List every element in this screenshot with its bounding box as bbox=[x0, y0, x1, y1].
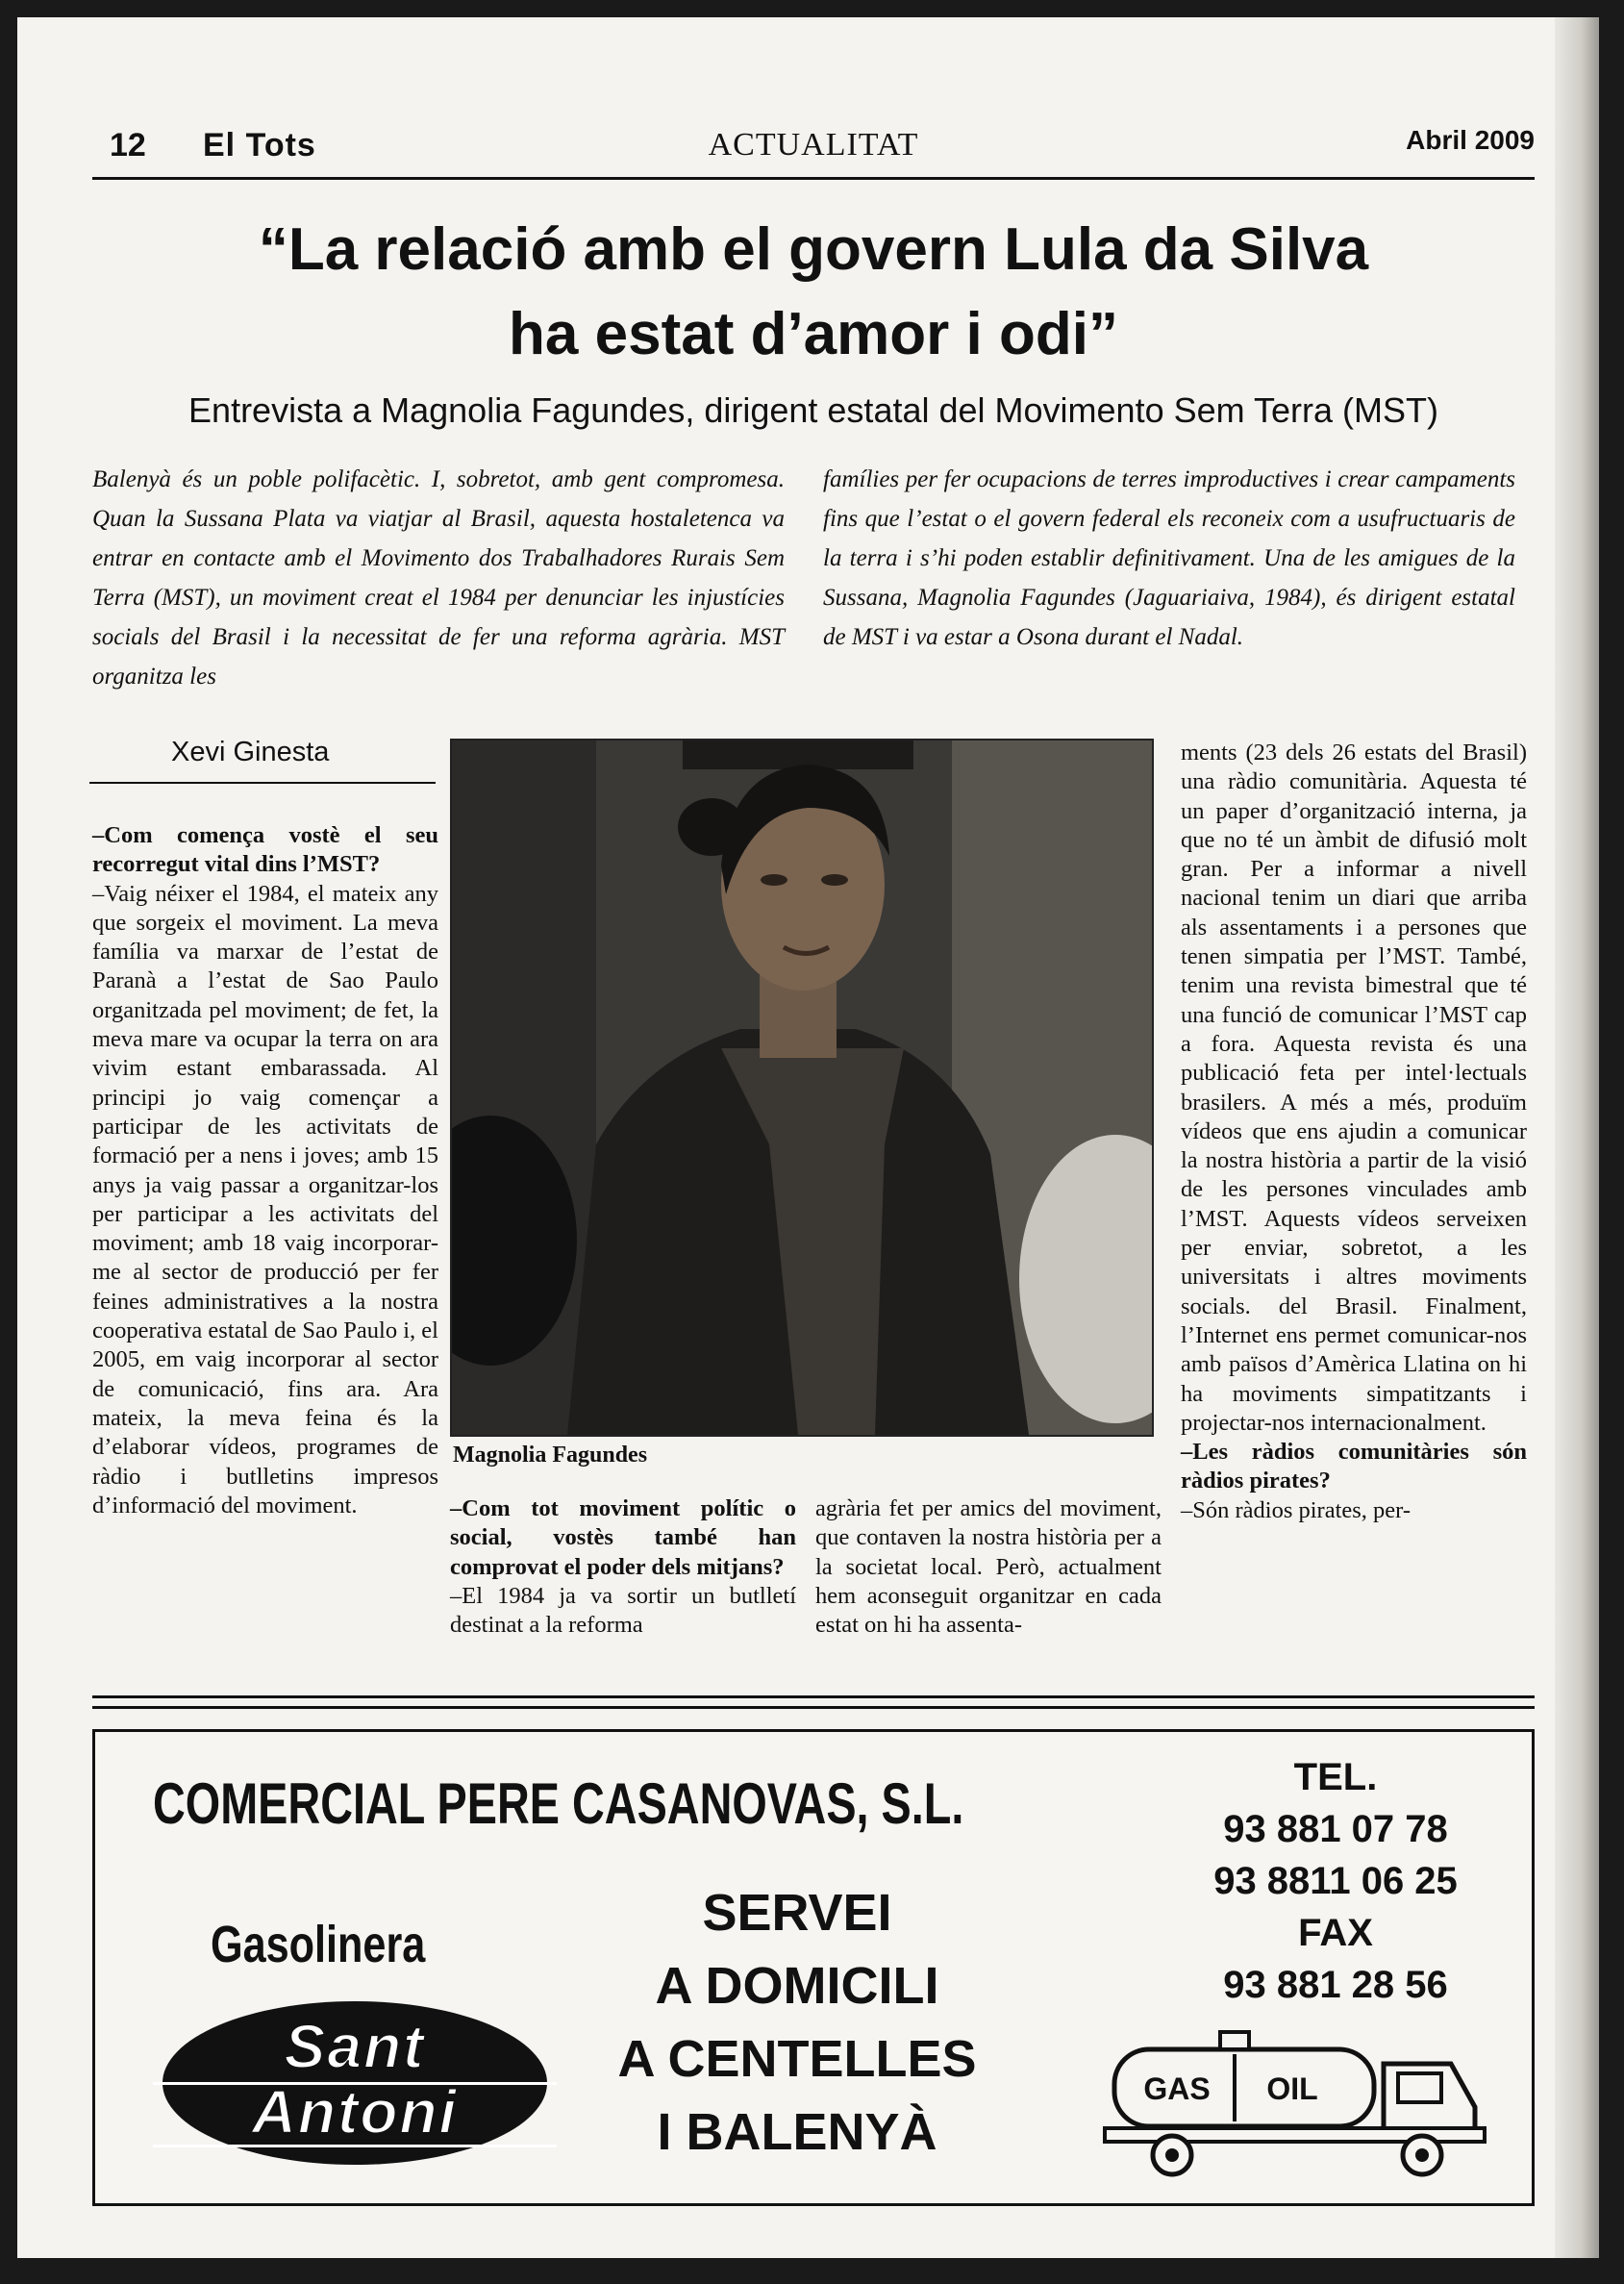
intro-paragraph-right: famílies per fer ocupacions de terres improductives i crear campaments fins que l’estat o el govern federal els reconeix com a usufructuaris de la terra i s’hi poden establir definitivament. Una de les amigues de la Sussana, Magnolia Fagundes (Jaguariaiva, 1984), és dirigent estatal de MST i va estar a Osona durant el Nadal. bbox=[823, 466, 1515, 650]
service-line2: A DOMICILI bbox=[655, 1957, 939, 2015]
issue-date: Abril 2009 bbox=[1406, 125, 1535, 155]
advertisement bbox=[92, 1729, 1535, 2206]
tanker-truck-icon bbox=[1095, 2020, 1499, 2184]
page-header bbox=[92, 113, 1535, 180]
intro-paragraph-left: Balenyà és un poble polifacètic. I, sobretot, amb gent compromesa. Quan la Sussana Plata va viatjar al Brasil, aquesta hostaletenca va entrar en contacte amb el Movimento dos Trabalhadores Rurais Sem Terra (MST), un moviment creat el 1984 per denunciar les injustícies socials del Brasil i la necessitat de fer una reforma agrària. MST organitza les bbox=[92, 466, 785, 690]
newspaper-page bbox=[17, 17, 1599, 2258]
ad-gas-station-label: Gasolinera bbox=[211, 1916, 426, 1973]
question-3: –Les ràdios comunitàries són ràdios pirates? bbox=[1181, 1439, 1527, 1494]
article-title bbox=[92, 208, 1535, 377]
fax-number: 93 881 28 56 bbox=[1223, 1964, 1448, 2006]
author-byline: Xevi Ginesta bbox=[171, 737, 330, 767]
answer-3: –Són ràdios pirates, per- bbox=[1181, 1496, 1412, 1523]
column-2 bbox=[450, 1494, 796, 1640]
truck-label-gas: GAS bbox=[1143, 2071, 1211, 2106]
fax-label: FAX bbox=[1298, 1912, 1373, 1954]
article-end-rule bbox=[92, 1695, 1535, 1709]
article-title-line1: “La relació amb el govern Lula da Silva bbox=[258, 216, 1369, 283]
page-edge bbox=[1555, 17, 1599, 2258]
page-number: 12 bbox=[110, 127, 146, 163]
article-subtitle: Entrevista a Magnolia Fagundes, dirigent estatal del Movimento Sem Terra (MST) bbox=[188, 390, 1438, 430]
ad-contact bbox=[1153, 1751, 1518, 2011]
column-1 bbox=[92, 821, 438, 1520]
portrait-illustration bbox=[452, 740, 1152, 1435]
service-line1: SERVEI bbox=[702, 1884, 892, 1942]
question-1: –Com comença vostè el seu recorregut vital dins l’MST? bbox=[92, 822, 438, 878]
answer-2-part3: ments (23 dels 26 estats del Brasil) una ràdio comunitària. Aquesta té un paper d’organització interna, ja que no té un àmbit de difusió molt gran. Per a informar a nivell nacional tenim un diari que arriba als assentaments i a persones que tenen simpatia per l’MST. També, tenim una revista bimestral que té una funció de comunicar l’MST cap a fora. Aquesta revista és una publicació feta per intel·lectuals brasilers. A més a més, produïm vídeos que ens ajudin a comunicar la nostra història a partir de la visió de les persones vinculades amb l’MST. Aquests vídeos serveixen per enviar, sobretot, a les universitats i altres moviments socials. del Brasil. Finalment, l’Internet ens permet comunicar-nos amb països d’Amèrica Llatina on hi ha moviments simpatitzants i projectar-nos internacionalment. bbox=[1181, 740, 1527, 1436]
column-3 bbox=[815, 1494, 1162, 1640]
tel-label: TEL. bbox=[1293, 1756, 1378, 1798]
tel-number-2: 93 8811 06 25 bbox=[1213, 1860, 1458, 1902]
publication-name: El Tots bbox=[203, 127, 316, 163]
photo-caption: Magnolia Fagundes bbox=[453, 1443, 648, 1468]
logo-text-line2: Antoni bbox=[251, 2077, 459, 2146]
ad-company-name: COMERCIAL PERE CASANOVAS, S.L. bbox=[153, 1771, 964, 1836]
service-line4: I BALENYÀ bbox=[657, 2103, 937, 2161]
answer-2-part2: agrària fet per amics del moviment, que contaven la nostra història per a la societat local. Però, actualment hem aconseguit organitzar en cada estat on hi ha assenta- bbox=[815, 1495, 1162, 1639]
truck-label-oil: OIL bbox=[1266, 2071, 1318, 2106]
answer-2-part1: –El 1984 ja va sortir un butlletí destinat a la reforma bbox=[450, 1582, 796, 1639]
service-line3: A CENTELLES bbox=[617, 2030, 977, 2088]
question-2: –Com tot moviment polític o social, vostès també han comprovat el poder dels mitjans? bbox=[450, 1495, 796, 1580]
portrait-photo bbox=[450, 739, 1154, 1437]
section-name: ACTUALITAT bbox=[708, 127, 919, 163]
column-4 bbox=[1181, 739, 1527, 1525]
logo-text-line1: Sant bbox=[284, 2012, 426, 2081]
sant-antoni-logo bbox=[162, 2001, 547, 2165]
answer-1: –Vaig néixer el 1984, el mateix any que sorgeix el moviment. La meva família va marxar de l’estat de Paranà a l’estat de Sao Paulo organitzada pel moviment; de fet, la meva mare va ocupar la terra on ara vivim estant embarassada. Al principi jo vaig començar a participar de les activitats de formació per a nens i joves; amb 15 anys ja vaig passar a organitzar-los per participar a les activitats del moviment; amb 18 vaig incorporar-me al sector de producció per fer feines administratives a la nostra cooperativa estatal de Sao Paulo i, el 2005, em vaig incorporar al sector de comunicació, fins ara. Ara mateix, la meva feina és la d’elaborar vídeos, programes de ràdio i butlletins impresos d’informació del moviment. bbox=[92, 880, 438, 1518]
tel-number-1: 93 881 07 78 bbox=[1223, 1808, 1448, 1850]
byline-divider bbox=[89, 782, 436, 784]
article-title-line2: ha estat d’amor i odi” bbox=[509, 301, 1118, 367]
ad-service-text bbox=[595, 1876, 999, 2169]
